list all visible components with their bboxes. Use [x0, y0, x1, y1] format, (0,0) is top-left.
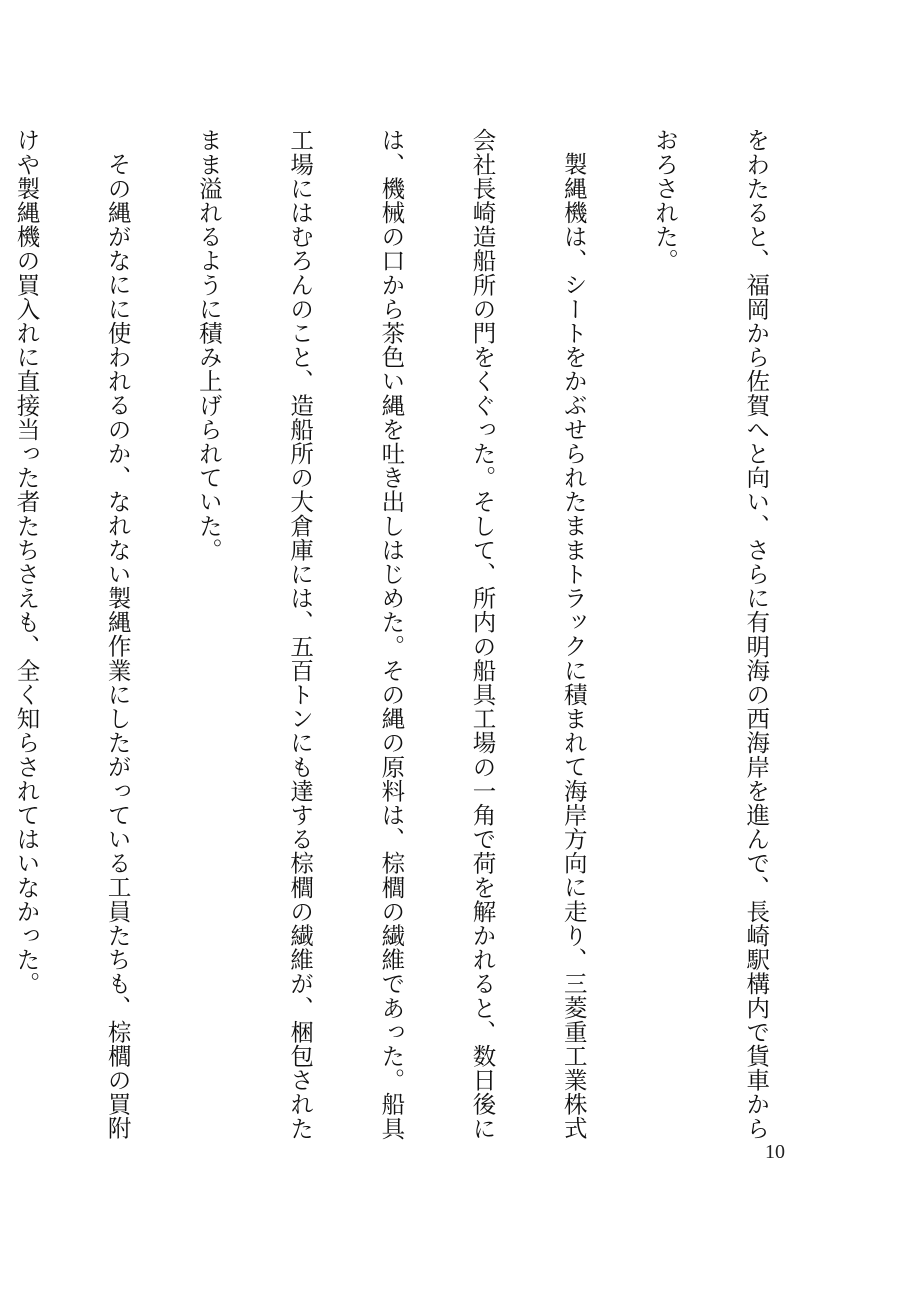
- text-line: 工場にはむろんのこと、造船所の大倉庫には、五百トンにも達する棕櫚の繊維が、梱包された: [286, 128, 315, 1141]
- vertical-text-body: [0, 128, 832, 1141]
- text-line: をわたると、福岡から佐賀へと向い、さらに有明海の西海岸を進んで、長崎駅構内で貨車から: [742, 128, 771, 1141]
- text-line: その縄がなにに使われるのか、なれない製縄作業にしたがっている工員たちも、棕櫚の買附: [103, 151, 132, 1140]
- text-line: けや製縄機の買入れに直接当った者たちさえも、全く知らされてはいなかった。: [12, 128, 41, 996]
- text-line: は、機械の口から茶色い縄を吐き出しはじめた。その縄の原料は、棕櫚の繊維であった。船具: [377, 128, 406, 1141]
- text-line: 会社長崎造船所の門をくぐった。そして、所内の船具工場の一角で荷を解かれると、数日後に: [468, 128, 497, 1141]
- text-line: まま溢れるように積み上げられていた。: [194, 128, 223, 562]
- text-line: 製縄機は、シートをかぶせられたままトラックに積まれて海岸方向に走り、三菱重工業株式: [559, 151, 588, 1140]
- text-line: おろされた。: [650, 128, 679, 273]
- page-number: 10: [765, 1141, 785, 1163]
